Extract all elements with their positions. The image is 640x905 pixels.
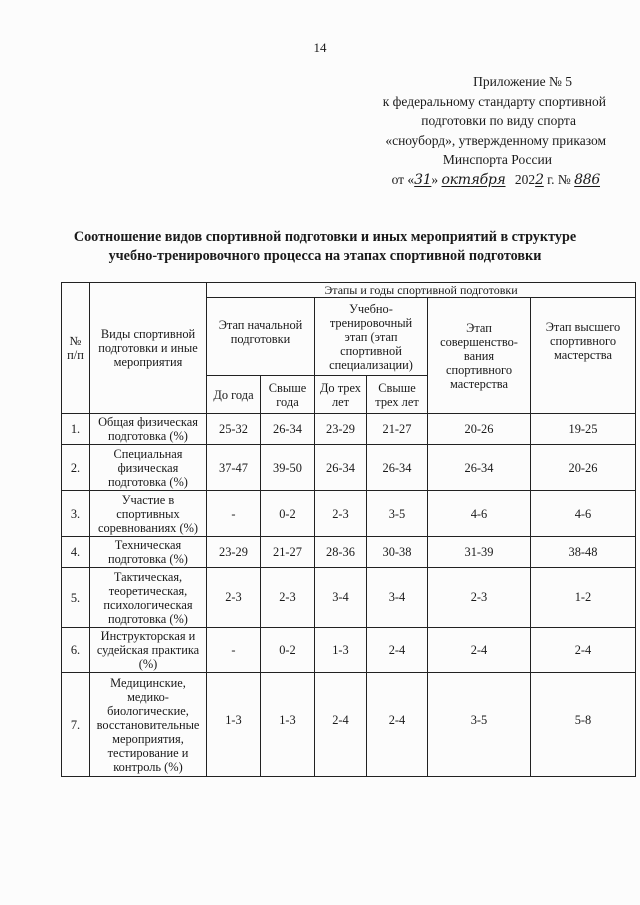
value-stage1-year1: - xyxy=(207,628,261,673)
value-stage2-over-three: 30-38 xyxy=(367,537,428,568)
header-sub1: До года xyxy=(207,376,261,414)
appendix-line5: Минспорта России xyxy=(442,152,552,167)
document-title xyxy=(40,228,610,266)
row-number: 7. xyxy=(62,673,90,777)
value-stage3: 2-3 xyxy=(428,568,531,628)
table-body xyxy=(62,414,636,777)
row-kind: Медицинские, медико-биологические, восстановительные мероприятия, тестирование и контроль (%) xyxy=(90,673,207,777)
row-kind: Участие в спортивных соревнованиях (%) xyxy=(90,491,207,537)
table-row xyxy=(62,414,636,445)
header-stage4: Этап высшего спортивного мастерства xyxy=(531,298,636,414)
value-stage1-over-year: 1-3 xyxy=(261,673,315,777)
row-number: 1. xyxy=(62,414,90,445)
value-stage2-over-three: 3-5 xyxy=(367,491,428,537)
table-row xyxy=(62,445,636,491)
value-stage2-to-three: 2-4 xyxy=(315,673,367,777)
value-stage3: 20-26 xyxy=(428,414,531,445)
header-sub2: Свыше года xyxy=(261,376,315,414)
value-stage4: 19-25 xyxy=(531,414,636,445)
header-stage2: Учебно-тренировочный этап (этап спортивной специализации) xyxy=(315,298,428,376)
row-kind: Специальная физическая подготовка (%) xyxy=(90,445,207,491)
value-stage2-over-three: 21-27 xyxy=(367,414,428,445)
value-stage3: 4-6 xyxy=(428,491,531,537)
value-stage3: 2-4 xyxy=(428,628,531,673)
value-stage1-year1: 23-29 xyxy=(207,537,261,568)
table-row xyxy=(62,628,636,673)
value-stage1-over-year: 26-34 xyxy=(261,414,315,445)
value-stage4: 1-2 xyxy=(531,568,636,628)
appendix-line2: к федеральному стандарту спортивной xyxy=(382,93,606,109)
row-number: 6. xyxy=(62,628,90,673)
value-stage2-over-three: 2-4 xyxy=(367,673,428,777)
value-stage1-year1: 37-47 xyxy=(207,445,261,491)
value-stage1-year1: 25-32 xyxy=(207,414,261,445)
value-stage2-to-three: 26-34 xyxy=(315,445,367,491)
appendix-line4: «сноуборд», утвержденному приказом xyxy=(385,132,606,148)
table-row xyxy=(62,673,636,777)
value-stage4: 2-4 xyxy=(531,628,636,673)
row-kind: Техническая подготовка (%) xyxy=(90,537,207,568)
appendix-header xyxy=(306,72,606,190)
value-stage2-to-three: 2-3 xyxy=(315,491,367,537)
value-stage3: 31-39 xyxy=(428,537,531,568)
title-line1: Соотношение видов спортивной подготовки и иных мероприятий в структуре xyxy=(73,229,577,245)
header-num: № п/п xyxy=(62,283,90,414)
table-row xyxy=(62,537,636,568)
header-stage1: Этап начальной подготовки xyxy=(207,298,315,376)
order-date-line xyxy=(306,170,606,191)
appendix-line3: подготовки по виду спорта xyxy=(421,113,576,128)
value-stage2-over-three: 2-4 xyxy=(367,628,428,673)
date-prefix: от « xyxy=(391,171,415,187)
date-year-prefix: 202 xyxy=(514,171,536,187)
value-stage1-over-year: 0-2 xyxy=(261,628,315,673)
value-stage4: 4-6 xyxy=(531,491,636,537)
row-kind: Тактическая, теоретическая, психологическая подготовка (%) xyxy=(90,568,207,628)
value-stage1-year1: 2-3 xyxy=(207,568,261,628)
page-number: 14 xyxy=(313,40,327,55)
header-sub4: Свыше трех лет xyxy=(367,376,428,414)
value-stage2-over-three: 26-34 xyxy=(367,445,428,491)
row-number: 2. xyxy=(62,445,90,491)
row-number: 3. xyxy=(62,491,90,537)
date-year-end: г. № xyxy=(547,171,571,187)
training-ratio-table xyxy=(61,282,636,777)
value-stage2-to-three: 1-3 xyxy=(315,628,367,673)
value-stage4: 5-8 xyxy=(531,673,636,777)
value-stage3: 26-34 xyxy=(428,445,531,491)
value-stage1-over-year: 21-27 xyxy=(261,537,315,568)
date-day: 31 xyxy=(414,171,432,188)
header-kind: Виды спортивной подготовки и иные мероприятия xyxy=(90,283,207,414)
order-number: 886 xyxy=(574,171,600,188)
value-stage4: 20-26 xyxy=(531,445,636,491)
value-stage4: 38-48 xyxy=(531,537,636,568)
title-line2: учебно-тренировочного процесса на этапах спортивной подготовки xyxy=(108,248,542,264)
row-number: 5. xyxy=(62,568,90,628)
value-stage1-over-year: 2-3 xyxy=(261,568,315,628)
value-stage1-year1: 1-3 xyxy=(207,673,261,777)
table-row xyxy=(62,491,636,537)
value-stage1-over-year: 0-2 xyxy=(261,491,315,537)
value-stage2-to-three: 3-4 xyxy=(315,568,367,628)
date-mid: » xyxy=(431,171,439,187)
value-stage1-year1: - xyxy=(207,491,261,537)
header-sub3: До трех лет xyxy=(315,376,367,414)
value-stage2-to-three: 28-36 xyxy=(315,537,367,568)
row-number: 4. xyxy=(62,537,90,568)
appendix-line1: Приложение № 5 xyxy=(473,74,572,89)
value-stage2-over-three: 3-4 xyxy=(367,568,428,628)
row-kind: Общая физическая подготовка (%) xyxy=(90,414,207,445)
row-kind: Инструкторская и судейская практика (%) xyxy=(90,628,207,673)
date-year-suffix: 2 xyxy=(535,171,544,188)
header-stage3: Этап совершенство-вания спортивного мастерства xyxy=(428,298,531,414)
table-row xyxy=(62,568,636,628)
value-stage3: 3-5 xyxy=(428,673,531,777)
value-stage1-over-year: 39-50 xyxy=(261,445,315,491)
value-stage2-to-three: 23-29 xyxy=(315,414,367,445)
header-stages: Этапы и годы спортивной подготовки xyxy=(207,283,636,298)
date-month: октября xyxy=(441,171,506,188)
